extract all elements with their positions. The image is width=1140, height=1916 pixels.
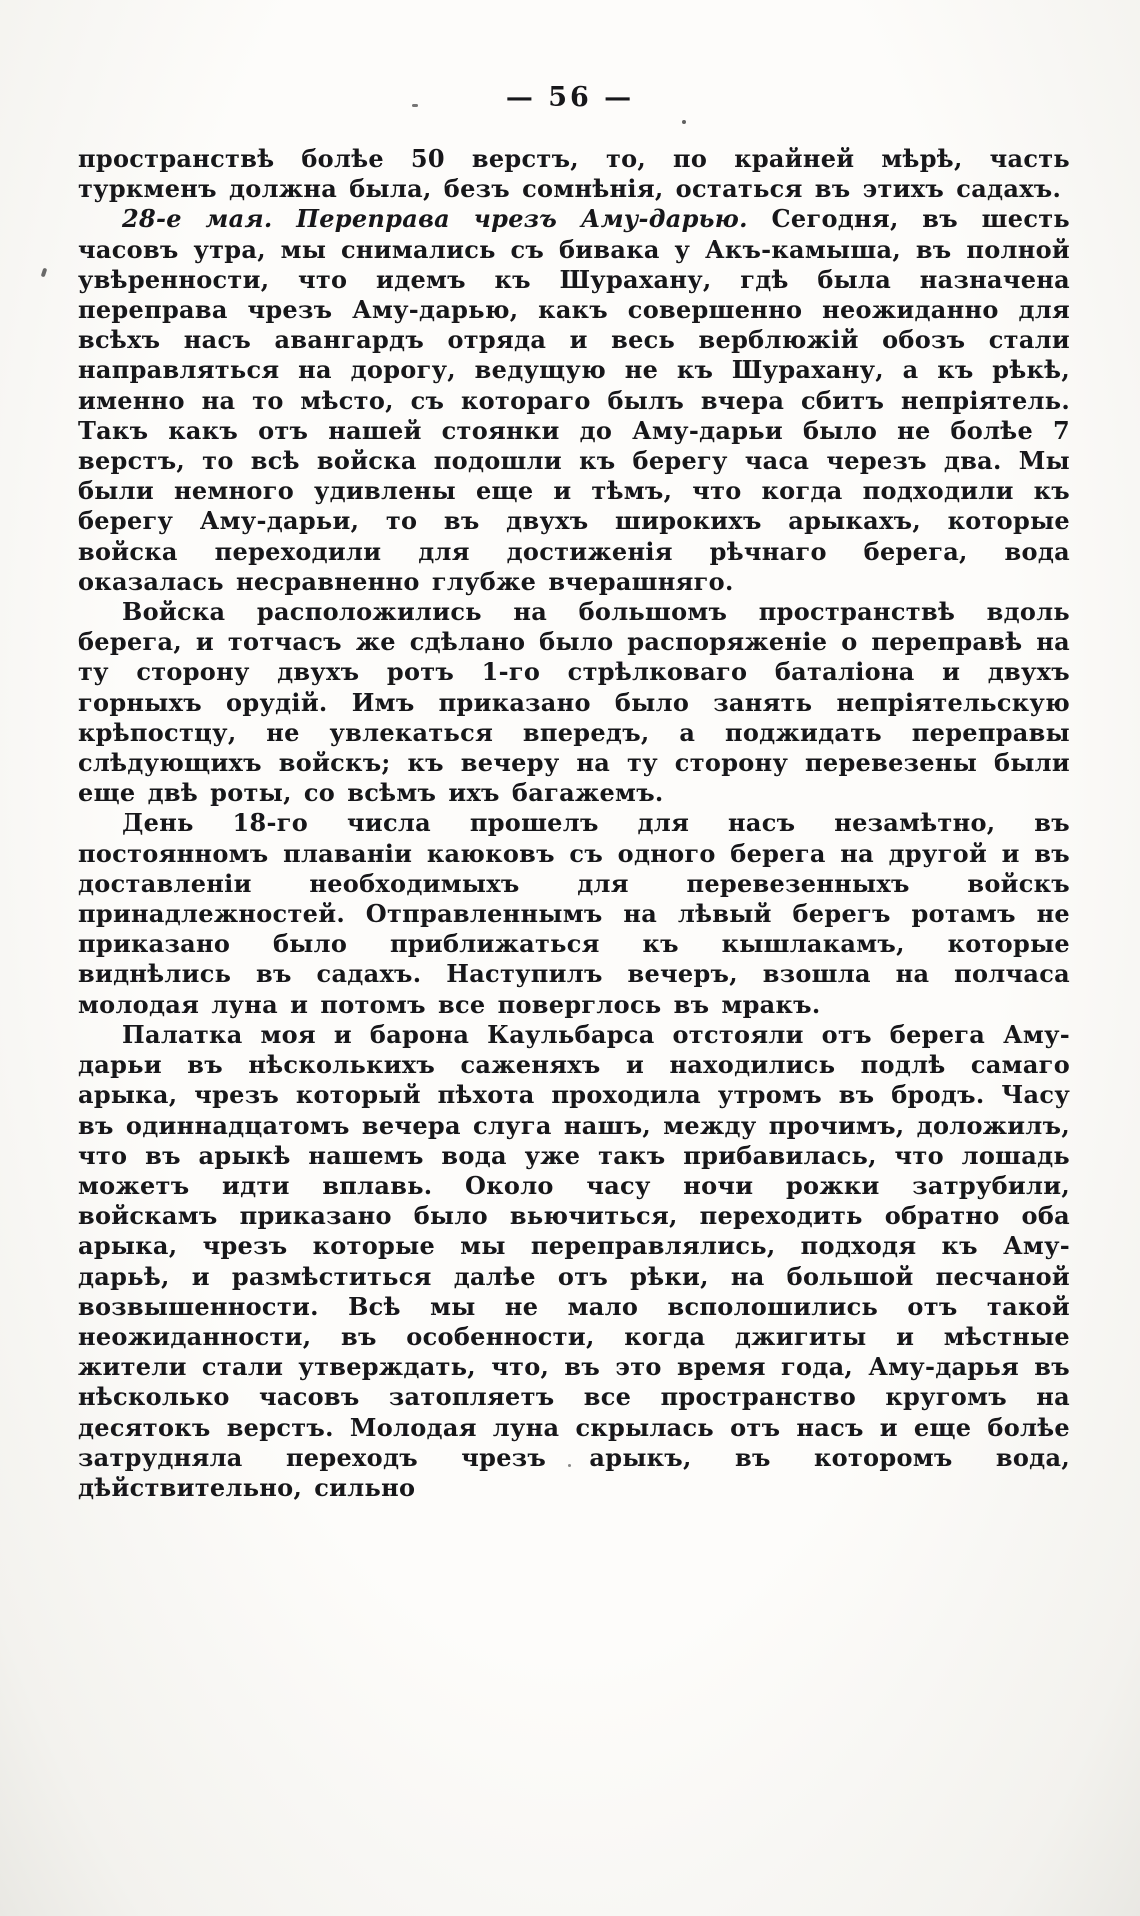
paragraph <box>78 204 1070 597</box>
paragraph-lead-italic: 28-е мая. Переправа чрезъ Аму-дарью. <box>122 204 748 234</box>
paragraph <box>78 597 1070 808</box>
paragraph-text: Сегодня, въ шесть часовъ утра, мы снимались съ бивака у Акъ-камыша, въ полной увѣренности, что идемъ къ Шурахану, гдѣ была назначена переправа чрезъ Аму-дарью, какъ совершенно неожиданно для всѣхъ насъ авангардъ отряда и весь верблюжій обозъ стали направляться на дорогу, ведущую не къ Шурахану, а къ рѣкѣ, именно на то мѣсто, съ котораго былъ вчера сбитъ непріятель. Такъ какъ отъ нашей стоянки до Аму-дарьи было не болѣе 7 верстъ, то всѣ войска подошли къ берегу часа черезъ два. Мы были немного удивлены еще и тѣмъ, что когда подходили къ берегу Аму-дарьи, то въ двухъ широкихъ арыкахъ, которые войска переходили для достиженія рѣчнаго берега, вода оказалась несравненно глубже вчерашняго. <box>78 204 1070 596</box>
paragraph-text: Палатка моя и барона Каульбарса отстояли отъ берега Аму-дарьи въ нѣсколькихъ саженяхъ и находились подлѣ самаго арыка, чрезъ который пѣхота проходила утромъ въ бродъ. Часу въ одиннадцатомъ вечера слуга нашъ, между прочимъ, доложилъ, что въ арыкѣ нашемъ вода уже такъ прибавилась, что лошадь можетъ идти вплавь. Около часу ночи рожки затрубили, войскамъ приказано было вьючиться, переходить обратно оба арыка, чрезъ которые мы переправлялись, подходя къ Аму-дарьѣ, и размѣститься далѣе отъ рѣки, на большой песчаной возвышенности. Всѣ мы не мало всполошились отъ такой неожиданности, въ особенности, когда джигиты и мѣстные жители стали утверждать, что, въ это время года, Аму-дарья въ нѣсколько часовъ затопляетъ все пространство кругомъ на десятокъ верстъ. Молодая луна скрылась отъ насъ и еще болѣе затрудняла переходъ чрезъ арыкъ, въ которомъ вода, дѣйствительно, сильно <box>78 1019 1070 1502</box>
paragraph <box>78 808 1070 1019</box>
paragraph-text: Войска расположились на большомъ пространствѣ вдоль берега, и тотчасъ же сдѣлано было распоряженіе о переправѣ на ту сторону двухъ ротъ 1-го стрѣлковаго баталіона и двухъ горныхъ орудій. Имъ приказано было занять непріятельскую крѣпостцу, не увлекаться впередъ, а поджидать переправы слѣдующихъ войскъ; къ вечеру на ту сторону перевезены были еще двѣ роты, со всѣмъ ихъ багажемъ. <box>78 597 1070 808</box>
paragraph <box>78 144 1070 204</box>
paragraph <box>78 1020 1070 1503</box>
scan-speck <box>682 120 686 124</box>
paragraph-text: День 18-го числа прошелъ для насъ незамѣтно, въ постоянномъ плаваніи каюковъ съ одного берега на другой и въ доставленіи необходимыхъ для перевезенныхъ войскъ принадлежностей. Отправленнымъ на лѣвый берегъ ротамъ не приказано было приближаться къ кышлакамъ, которые виднѣлись въ садахъ. Наступилъ вечеръ, взошла на полчаса молодая луна и потомъ все поверглось въ мракъ. <box>78 808 1070 1019</box>
scan-speck <box>41 268 48 278</box>
paragraph-text: пространствѣ болѣе 50 верстъ, то, по крайней мѣрѣ, часть туркменъ должна была, безъ сомнѣнія, остаться въ этихъ садахъ. <box>78 144 1070 204</box>
page-text-block <box>78 144 1070 1503</box>
page-number: — 56 — <box>505 82 635 113</box>
